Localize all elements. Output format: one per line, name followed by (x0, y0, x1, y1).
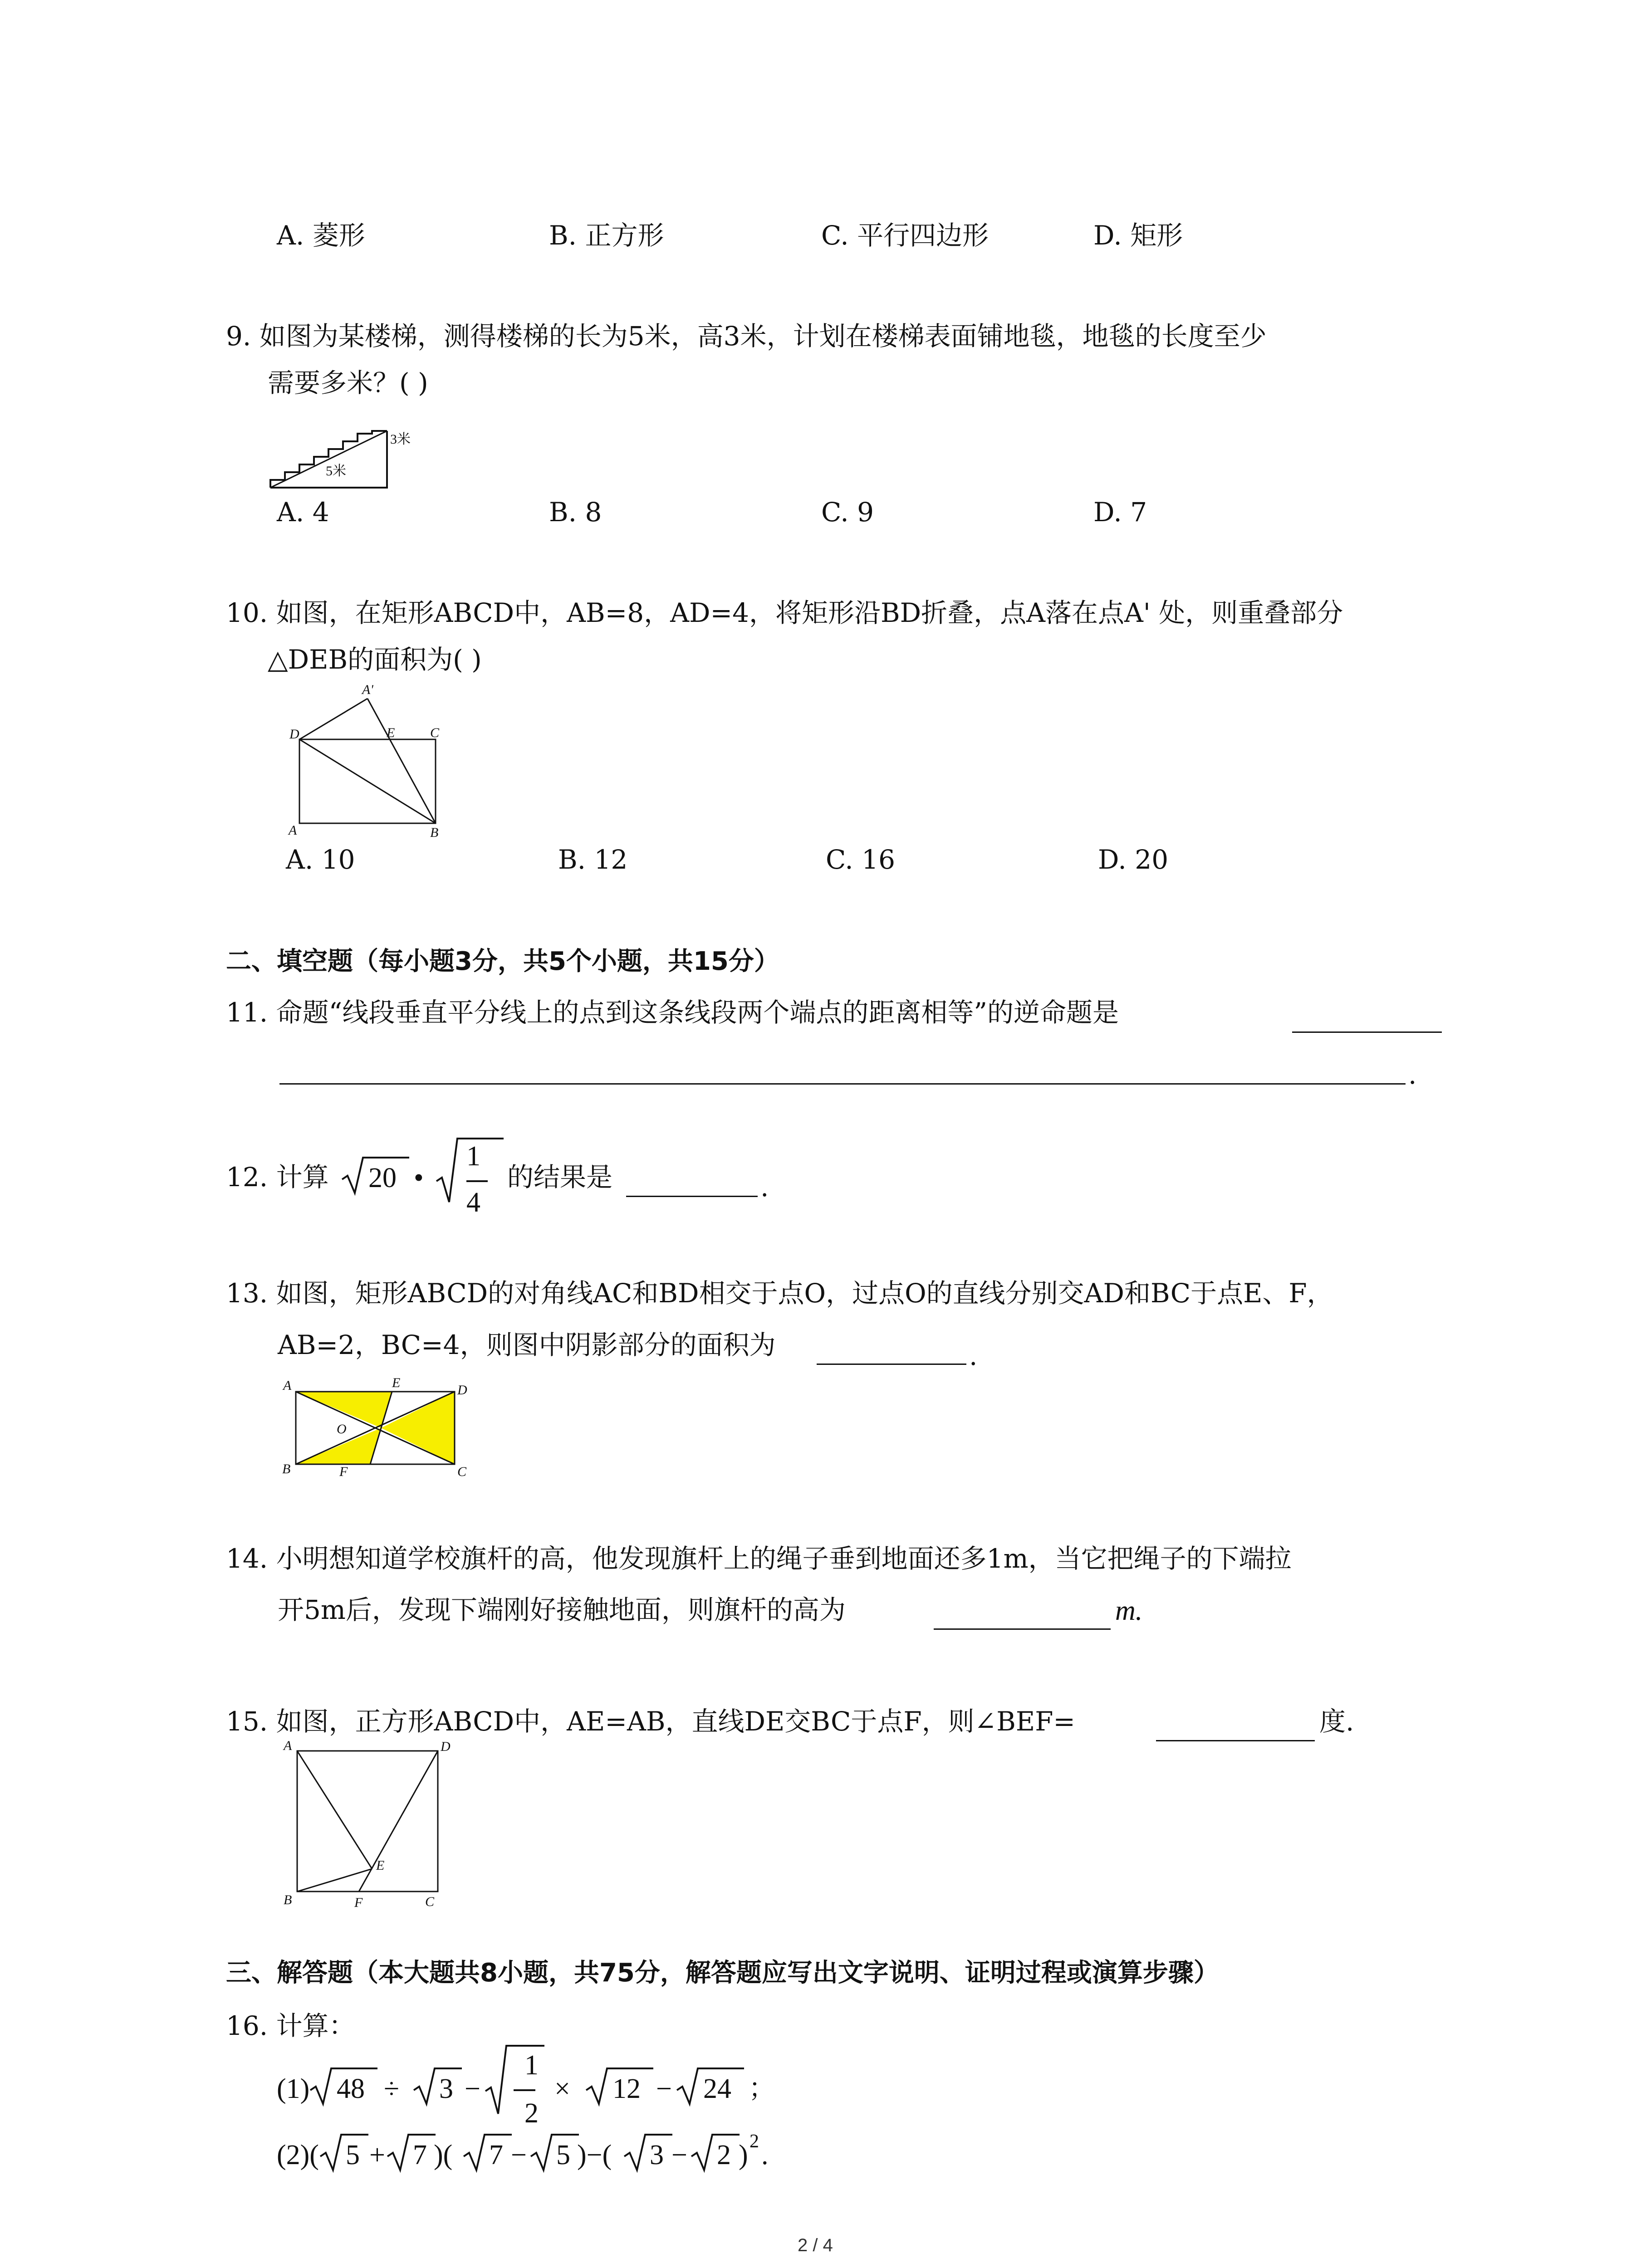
q16-part2-close: ) (739, 2140, 748, 2170)
q10-stem-line1: 10. 如图，在矩形ABCD中，AB=8，AD=4，将矩形沿BD折叠，点A落在点A' 处，则重叠部分 (226, 597, 1343, 628)
q13-label-d: D (457, 1383, 467, 1398)
q15-unit: 度. (1319, 1706, 1354, 1737)
q10-stem-line2: △DEB的面积为( ) (268, 644, 482, 675)
q16-part2-radicand-2: 2 (717, 2140, 731, 2170)
q16-part2-radicand-5a: 5 (346, 2140, 360, 2170)
q13-label-c: C (457, 1464, 467, 1479)
q16-part1-minus-2: − (656, 2073, 672, 2104)
q10-label-b: B (430, 825, 439, 840)
q10-option-c: C. 16 (826, 844, 895, 875)
q10-option-d: D. 20 (1098, 844, 1169, 875)
q16-part1-radicand-3: 3 (439, 2073, 453, 2104)
q13-label-b: B (282, 1461, 291, 1476)
q14-stem-line2: 开5m后，发现下端刚好接触地面，则旗杆的高为 (278, 1594, 846, 1625)
q10-label-d: D (289, 727, 299, 742)
q13-period: . (969, 1340, 978, 1371)
q12-dot-operator: • (414, 1163, 424, 1193)
q13-stem-line2: AB=2，BC=4，则图中阴影部分的面积为 (278, 1330, 776, 1360)
q16-part2-minus-2: − (671, 2140, 687, 2170)
q13-blank (817, 1364, 966, 1365)
q10-option-a: A. 10 (286, 844, 355, 875)
q10-label-a-prime: A' (362, 682, 373, 697)
q15-label-c: C (425, 1894, 435, 1909)
q12-prefix: 12. 计算 (226, 1162, 329, 1193)
q16-part1-radicand-48: 48 (337, 2073, 365, 2104)
q16-part2-radicand-7a: 7 (413, 2140, 427, 2170)
q16-part1-minus-1: − (465, 2073, 480, 2104)
q12-blank (626, 1196, 758, 1197)
q16-part2-minus-1: − (511, 2140, 527, 2170)
q15-stem: 15. 如图，正方形ABCD中，AE=AB，直线DE交BC于点F，则∠BEF= (226, 1706, 1076, 1737)
q15-square-figure (274, 1737, 465, 1910)
q10-label-a: A (289, 823, 297, 838)
q16-part1-denominator: 2 (524, 2098, 539, 2129)
q8-option-c: C. 平行四边形 (821, 220, 989, 251)
q16-part1-sqrt-half (485, 2041, 548, 2136)
q14-stem-line1: 14. 小明想知道学校旗杆的高，他发现旗杆上的绳子垂到地面还多1m，当它把绳子的下端拉 (226, 1543, 1292, 1574)
q14-blank (934, 1628, 1111, 1630)
q12-fraction-numerator: 1 (466, 1141, 480, 1172)
q8-option-a: A. 菱形 (277, 220, 365, 251)
q15-label-d: D (441, 1739, 451, 1754)
section-3-heading: 三、解答题（本大题共8小题，共75分，解答题应写出文字说明、证明过程或演算步骤） (226, 1958, 1219, 1988)
q10-label-c: C (430, 725, 440, 740)
q9-option-b: B. 8 (549, 497, 602, 528)
page-number: 2 / 4 (798, 2235, 833, 2255)
q16-part1-times: × (554, 2073, 570, 2104)
q16-part2-radicand-3: 3 (650, 2140, 664, 2170)
q13-label-a: A (283, 1378, 292, 1393)
q11-blank-1 (1292, 1031, 1442, 1033)
q11-blank-2 (279, 1083, 1406, 1085)
q10-fold-figure (286, 680, 449, 844)
q8-option-d: D. 矩形 (1093, 220, 1183, 251)
q13-shaded-rectangle-figure (277, 1374, 476, 1483)
section-2-heading: 二、填空题（每小题3分，共5个小题，共15分） (226, 947, 779, 976)
q15-label-a: A (284, 1738, 292, 1753)
q8-option-b: B. 正方形 (549, 220, 664, 251)
q12-period: . (760, 1172, 769, 1202)
q16-part1-divide: ÷ (384, 2073, 400, 2104)
q16-part2-period: . (761, 2140, 769, 2170)
q16-part1-numerator: 1 (524, 2050, 539, 2081)
q9-stair-figure (267, 422, 430, 494)
q13-stem-line1: 13. 如图，矩形ABCD的对角线AC和BD相交于点O，过点O的直线分别交AD和BC于点E、F， (226, 1278, 1333, 1309)
q9-stem-line2: 需要多米？( ) (268, 367, 428, 398)
q16-part1-end: ； (749, 2072, 775, 2103)
q16-part2-radicand-7b: 7 (489, 2140, 503, 2170)
q9-stem-line1: 9. 如图为某楼梯，测得楼梯的长为5米，高3米，计划在楼梯表面铺地毯，地毯的长度至少 (226, 321, 1267, 352)
q15-label-e: E (376, 1858, 385, 1873)
q12-radicand-20: 20 (368, 1163, 397, 1193)
q11-stem: 11. 命题“线段垂直平分线上的点到这条线段两个端点的距离相等”的逆命题是 (226, 997, 1119, 1028)
q11-period: . (1408, 1059, 1417, 1090)
q12-fraction-denominator: 4 (466, 1187, 480, 1218)
q13-label-f: F (339, 1464, 348, 1479)
q9-option-c: C. 9 (821, 497, 874, 528)
q10-label-e: E (387, 725, 395, 740)
q16-part2-radicand-5b: 5 (556, 2140, 570, 2170)
q9-option-d: D. 7 (1093, 497, 1147, 528)
q15-label-b: B (284, 1892, 292, 1907)
q9-length-label: 5米 (326, 464, 346, 479)
q13-label-o: O (337, 1422, 347, 1437)
q15-label-f: F (354, 1895, 363, 1910)
q10-option-b: B. 12 (558, 844, 628, 875)
q9-option-a: A. 4 (277, 497, 329, 528)
q13-shaded-right (381, 1392, 455, 1464)
q16-part2-exponent: 2 (749, 2131, 759, 2152)
q16-title: 16. 计算： (226, 2010, 355, 2041)
q16-part1-radicand-12: 12 (612, 2073, 641, 2104)
q12-suffix: 的结果是 (507, 1162, 613, 1193)
q16-part1-radicand-24: 24 (703, 2073, 731, 2104)
q16-part2-plus: + (369, 2140, 385, 2170)
q16-part2-label: (2)( (277, 2140, 319, 2170)
q16-part1-label: (1) (277, 2073, 310, 2104)
q16-part2-mid2: )−( (577, 2140, 612, 2170)
q13-label-e: E (392, 1375, 401, 1390)
q14-unit: m. (1115, 1595, 1143, 1626)
q16-part2-mid: )( (434, 2140, 453, 2170)
q15-blank (1156, 1740, 1315, 1741)
q9-height-label: 3米 (390, 432, 411, 447)
